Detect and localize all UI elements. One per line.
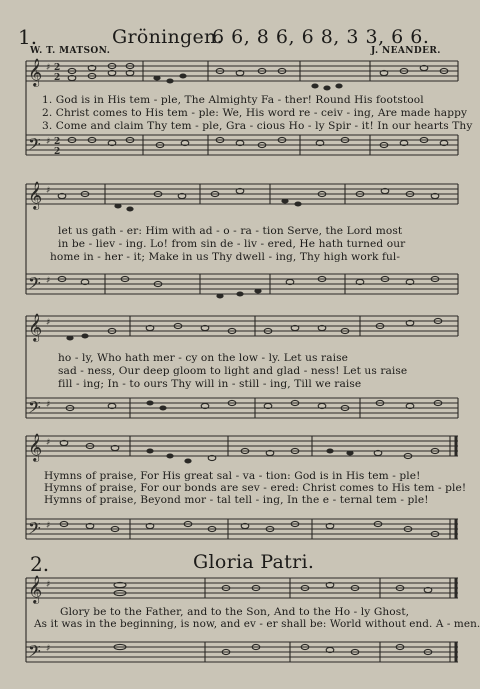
treble-clef: 𝄞 [28,58,43,86]
svg-text:2: 2 [54,63,61,73]
svg-text:♯: ♯ [46,438,51,448]
svg-text:2: 2 [54,137,61,147]
bass-clef: 𝄢 [28,134,41,158]
svg-text:♯: ♯ [46,318,51,328]
svg-text:♯: ♯ [46,276,51,286]
svg-text:𝄢: 𝄢 [28,641,41,665]
svg-text:𝄞: 𝄞 [28,433,43,461]
lyric-line: ho - ly, Who hath mer - cy on the low - ly. Let us raise [58,352,348,364]
lyric-line: fill - ing; In - to ours Thy will in - still - ing, Till we raise [58,378,362,390]
lyric-line: 3. Come and claim Thy tem - ple, Gra - cious Ho - ly Spir - it! In our hearts Thy [42,120,473,132]
svg-text:2: 2 [54,147,61,157]
lyric-line: 2. Christ comes to His tem - ple: We, His word re - ceiv - ing, Are made happy [42,107,468,119]
lyric-line: 1. God is in His tem - ple, The Almighty Fa - ther! Round His footstool [42,94,424,106]
lyric-line: As it was in the beginning, is now, and ev - er shall be: World without end. A - men. [34,618,480,630]
svg-text:♯: ♯ [46,400,51,410]
lyric-line: Hymns of praise, For our bonds are sev - ered: Christ comes to His tem - ple! [44,482,467,494]
hymn-number: 2. [30,552,50,576]
svg-text:♯: ♯ [46,186,51,196]
lyric-line: let us gath - er: Him with ad - o - ra - tion Serve, the Lord most [58,225,403,237]
svg-text:2: 2 [54,73,61,83]
lyric-line: sad - ness, Our deep gloom to light and glad - ness! Let us raise [58,365,408,377]
svg-text:♯: ♯ [46,521,51,531]
hymn-title: Gröningen. [112,26,223,48]
svg-text:♯: ♯ [46,644,51,654]
lyric-line: Hymns of praise, Beyond mor - tal tell - ing, In the e - ternal tem - ple! [44,494,429,506]
lyric-line: Hymns of praise, For His great sal - va - tion: God is in His tem - ple! [44,470,421,482]
svg-text:♯: ♯ [46,137,51,147]
hymn-title: Gloria Patri. [193,551,315,573]
svg-text:𝄞: 𝄞 [28,575,43,603]
hymn-meter: 6 6, 8 6, 6 8, 3 3, 6 6. [212,26,430,48]
svg-text:𝄢: 𝄢 [28,397,41,421]
svg-text:𝄢: 𝄢 [28,518,41,542]
lyric-line: in be - liev - ing. Lo! from sin de - liv - ered, He hath turned our [58,238,406,250]
svg-text:𝄢: 𝄢 [28,273,41,297]
lyric-line: home in - her - it; Make in us Thy dwell - ing, Thy high work ful- [50,251,401,263]
lyric-line: Glory be to the Father, and to the Son, And to the Ho - ly Ghost, [60,606,410,618]
author-credit: W. T. MATSON. [30,46,111,56]
composer-credit: J. NEANDER. [371,46,441,56]
svg-text:𝄞: 𝄞 [28,313,43,341]
svg-text:♯: ♯ [46,580,51,590]
svg-text:𝄞: 𝄞 [28,181,43,209]
hymn-number: 1. [18,25,38,49]
svg-text:♯: ♯ [46,63,51,73]
